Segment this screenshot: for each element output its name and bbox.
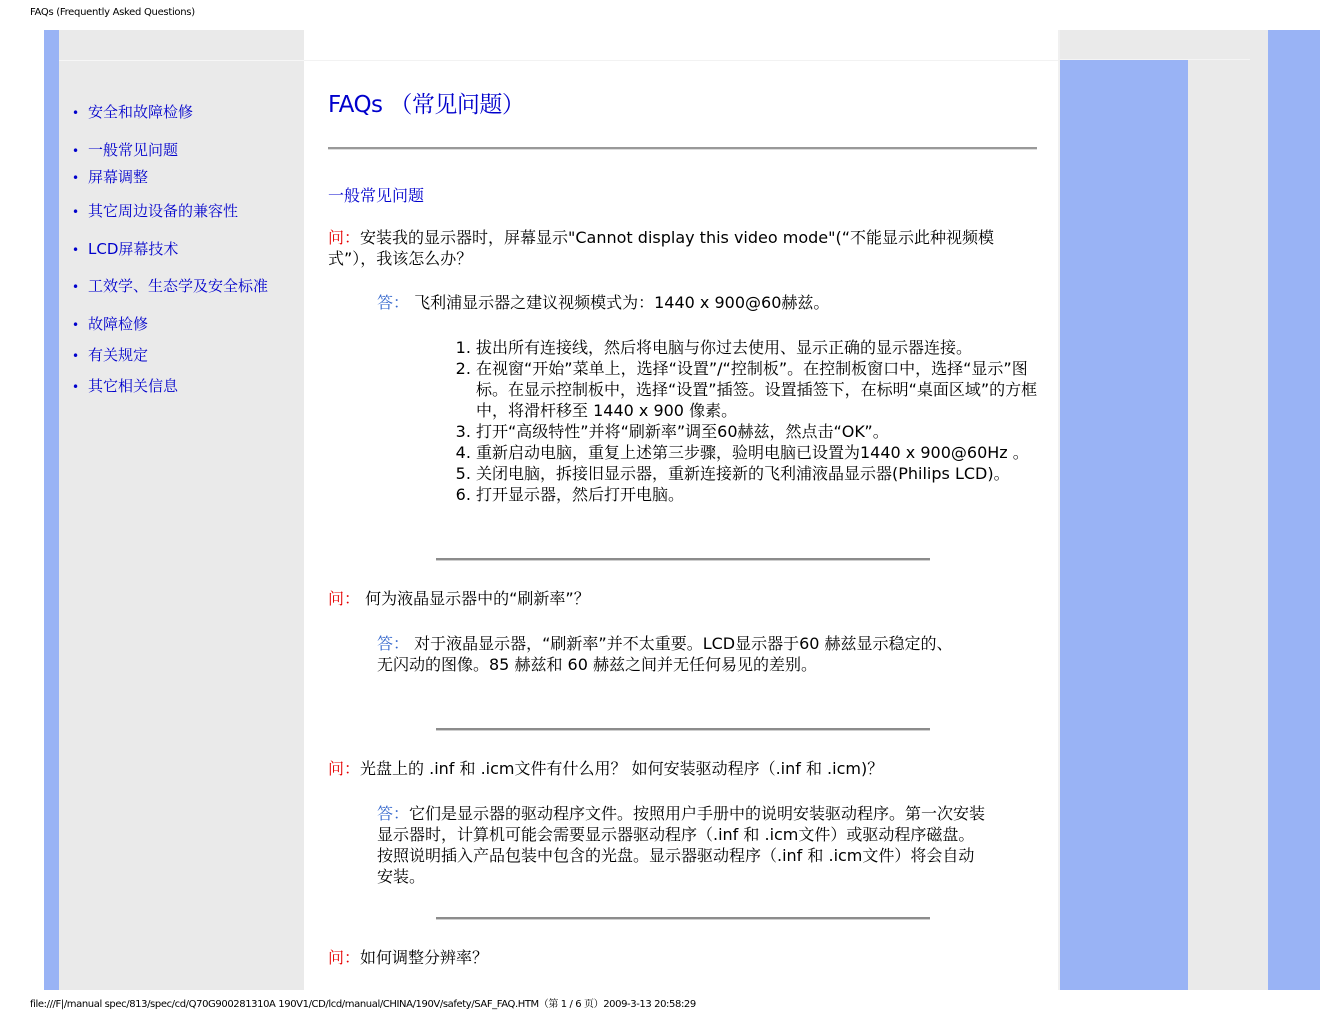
- answer-label: 答：: [377, 634, 410, 653]
- main-content: [304, 30, 1060, 990]
- list-item: 4. 重新启动电脑，重复上述第三步骤，验明电脑已设置为1440 x 900@60Hz 。: [476, 442, 1056, 463]
- steps-list: [454, 337, 1056, 505]
- question-text: 何为液晶显示器中的“刷新率”？: [365, 589, 590, 608]
- nav-link-label: 故障检修: [88, 315, 149, 333]
- list-item: 2. 在视窗“开始”菜单上，选择“设置”/“控制板”。在控制板窗口中，选择“显示”图标。在显示控制板中，选择“设置”插签。设置插签下，在标明“桌面区域”的方框中，将滑杆移至 1440 x 900 像素。: [476, 358, 1056, 421]
- list-item: 1. 拔出所有连接线，然后将电脑与你过去使用、显示正确的显示器连接。: [476, 337, 1056, 358]
- nav-link-label: 一般常见问题: [88, 141, 179, 159]
- nav-link-label: 其它周边设备的兼容性: [88, 202, 239, 220]
- faq-separator: [436, 917, 930, 920]
- answer-text: 对于液晶显示器，“刷新率”并不太重要。LCD显示器于60 赫兹显示稳定的、: [414, 634, 953, 653]
- question-label: 问：: [328, 948, 361, 967]
- list-item: 6. 打开显示器，然后打开电脑。: [476, 484, 1056, 505]
- bullet-icon: •: [72, 243, 80, 257]
- question-text: 光盘上的 .inf 和 .icm文件有什么用？ 如何安装驱动程序（.inf 和 .icm)？: [360, 759, 884, 778]
- right-blue-border: [1268, 30, 1320, 990]
- nav-link-peripheral-compatibility[interactable]: [72, 200, 238, 221]
- question-label: 问：: [328, 589, 361, 608]
- left-blue-border: [44, 30, 59, 990]
- bullet-icon: •: [72, 171, 80, 185]
- nav-link-label: 安全和故障检修: [88, 103, 194, 121]
- answer-label: 答：: [377, 804, 410, 823]
- nav-link-general-faq[interactable]: [72, 139, 178, 160]
- right-blue-block: [1060, 60, 1188, 990]
- answer-text: 飞利浦显示器之建议视频模式为：1440 x 900@60赫兹。: [414, 293, 830, 312]
- nav-link-label: 其它相关信息: [88, 377, 179, 395]
- faq-answer: [377, 803, 987, 887]
- nav-link-label: LCD屏幕技术: [88, 240, 179, 258]
- print-footer: file:///F|/manual spec/813/spec/cd/Q70G900281310A 190V1/CD/lcd/manual/CHINA/190V/safety/SAF_FAQ.HTM（第 1 / 6 页）2009-3-13 20:58:29: [30, 999, 696, 1010]
- question-text: 如何调整分辨率？: [360, 948, 489, 967]
- faq-question: [328, 947, 1034, 968]
- faq-question: [328, 227, 1034, 269]
- faq-answer: [377, 633, 977, 675]
- bullet-icon: •: [72, 318, 80, 332]
- faq-answer: [377, 292, 829, 313]
- answer-text: 它们是显示器的驱动程序文件。按照用户手册中的说明安装驱动程序。第一次安装显示器时，计算机可能会需要显示器驱动程序（.inf 和 .icm文件）或驱动程序磁盘。按照说明插入产品包装中包含的光盘。显示器驱动程序（.inf 和 .icm文件）将会自动安装。: [377, 804, 986, 886]
- nav-link-lcd-technology[interactable]: [72, 238, 178, 259]
- page-title: FAQs （常见问题）: [328, 92, 525, 118]
- title-divider: [328, 147, 1037, 150]
- nav-link-regulations[interactable]: [72, 344, 148, 365]
- bullet-icon: •: [72, 280, 80, 294]
- question-label: 问：: [328, 228, 361, 247]
- bullet-icon: •: [72, 144, 80, 158]
- list-item: 5. 关闭电脑，拆接旧显示器，重新连接新的飞利浦液晶显示器(Philips LCD)。: [476, 463, 1056, 484]
- bullet-icon: •: [72, 106, 80, 120]
- nav-link-label: 工效学、生态学及安全标准: [88, 277, 269, 295]
- nav-link-label: 屏幕调整: [88, 168, 149, 186]
- question-label: 问：: [328, 759, 361, 778]
- nav-link-other-info[interactable]: [72, 375, 178, 396]
- list-item: 3. 打开“高级特性”并将“刷新率”调至60赫兹，然点击“OK”。: [476, 421, 1056, 442]
- bullet-icon: •: [72, 349, 80, 363]
- nav-link-ergonomics-standards[interactable]: [72, 275, 268, 296]
- print-header: FAQs (Frequently Asked Questions): [30, 7, 195, 18]
- section-title: 一般常见问题: [328, 186, 425, 205]
- sidebar-top-divider: [59, 60, 304, 61]
- answer-label: 答：: [377, 293, 410, 312]
- nav-link-troubleshooting[interactable]: [72, 313, 148, 334]
- faq-question: [328, 758, 1034, 779]
- nav-link-safety-troubleshooting[interactable]: [72, 101, 193, 122]
- nav-link-label: 有关规定: [88, 346, 149, 364]
- bullet-icon: •: [72, 380, 80, 394]
- answer-text: 无闪动的图像。85 赫兹和 60 赫兹之间并无任何易见的差别。: [377, 655, 817, 674]
- faq-separator: [436, 558, 930, 561]
- nav-link-screen-adjustment[interactable]: [72, 166, 148, 187]
- bullet-icon: •: [72, 205, 80, 219]
- faq-question: [328, 588, 1034, 609]
- question-text: 安装我的显示器时，屏幕显示"Cannot display this video mode"(“不能显示此种视频模式”），我该怎么办？: [328, 228, 995, 268]
- faq-separator: [436, 728, 930, 731]
